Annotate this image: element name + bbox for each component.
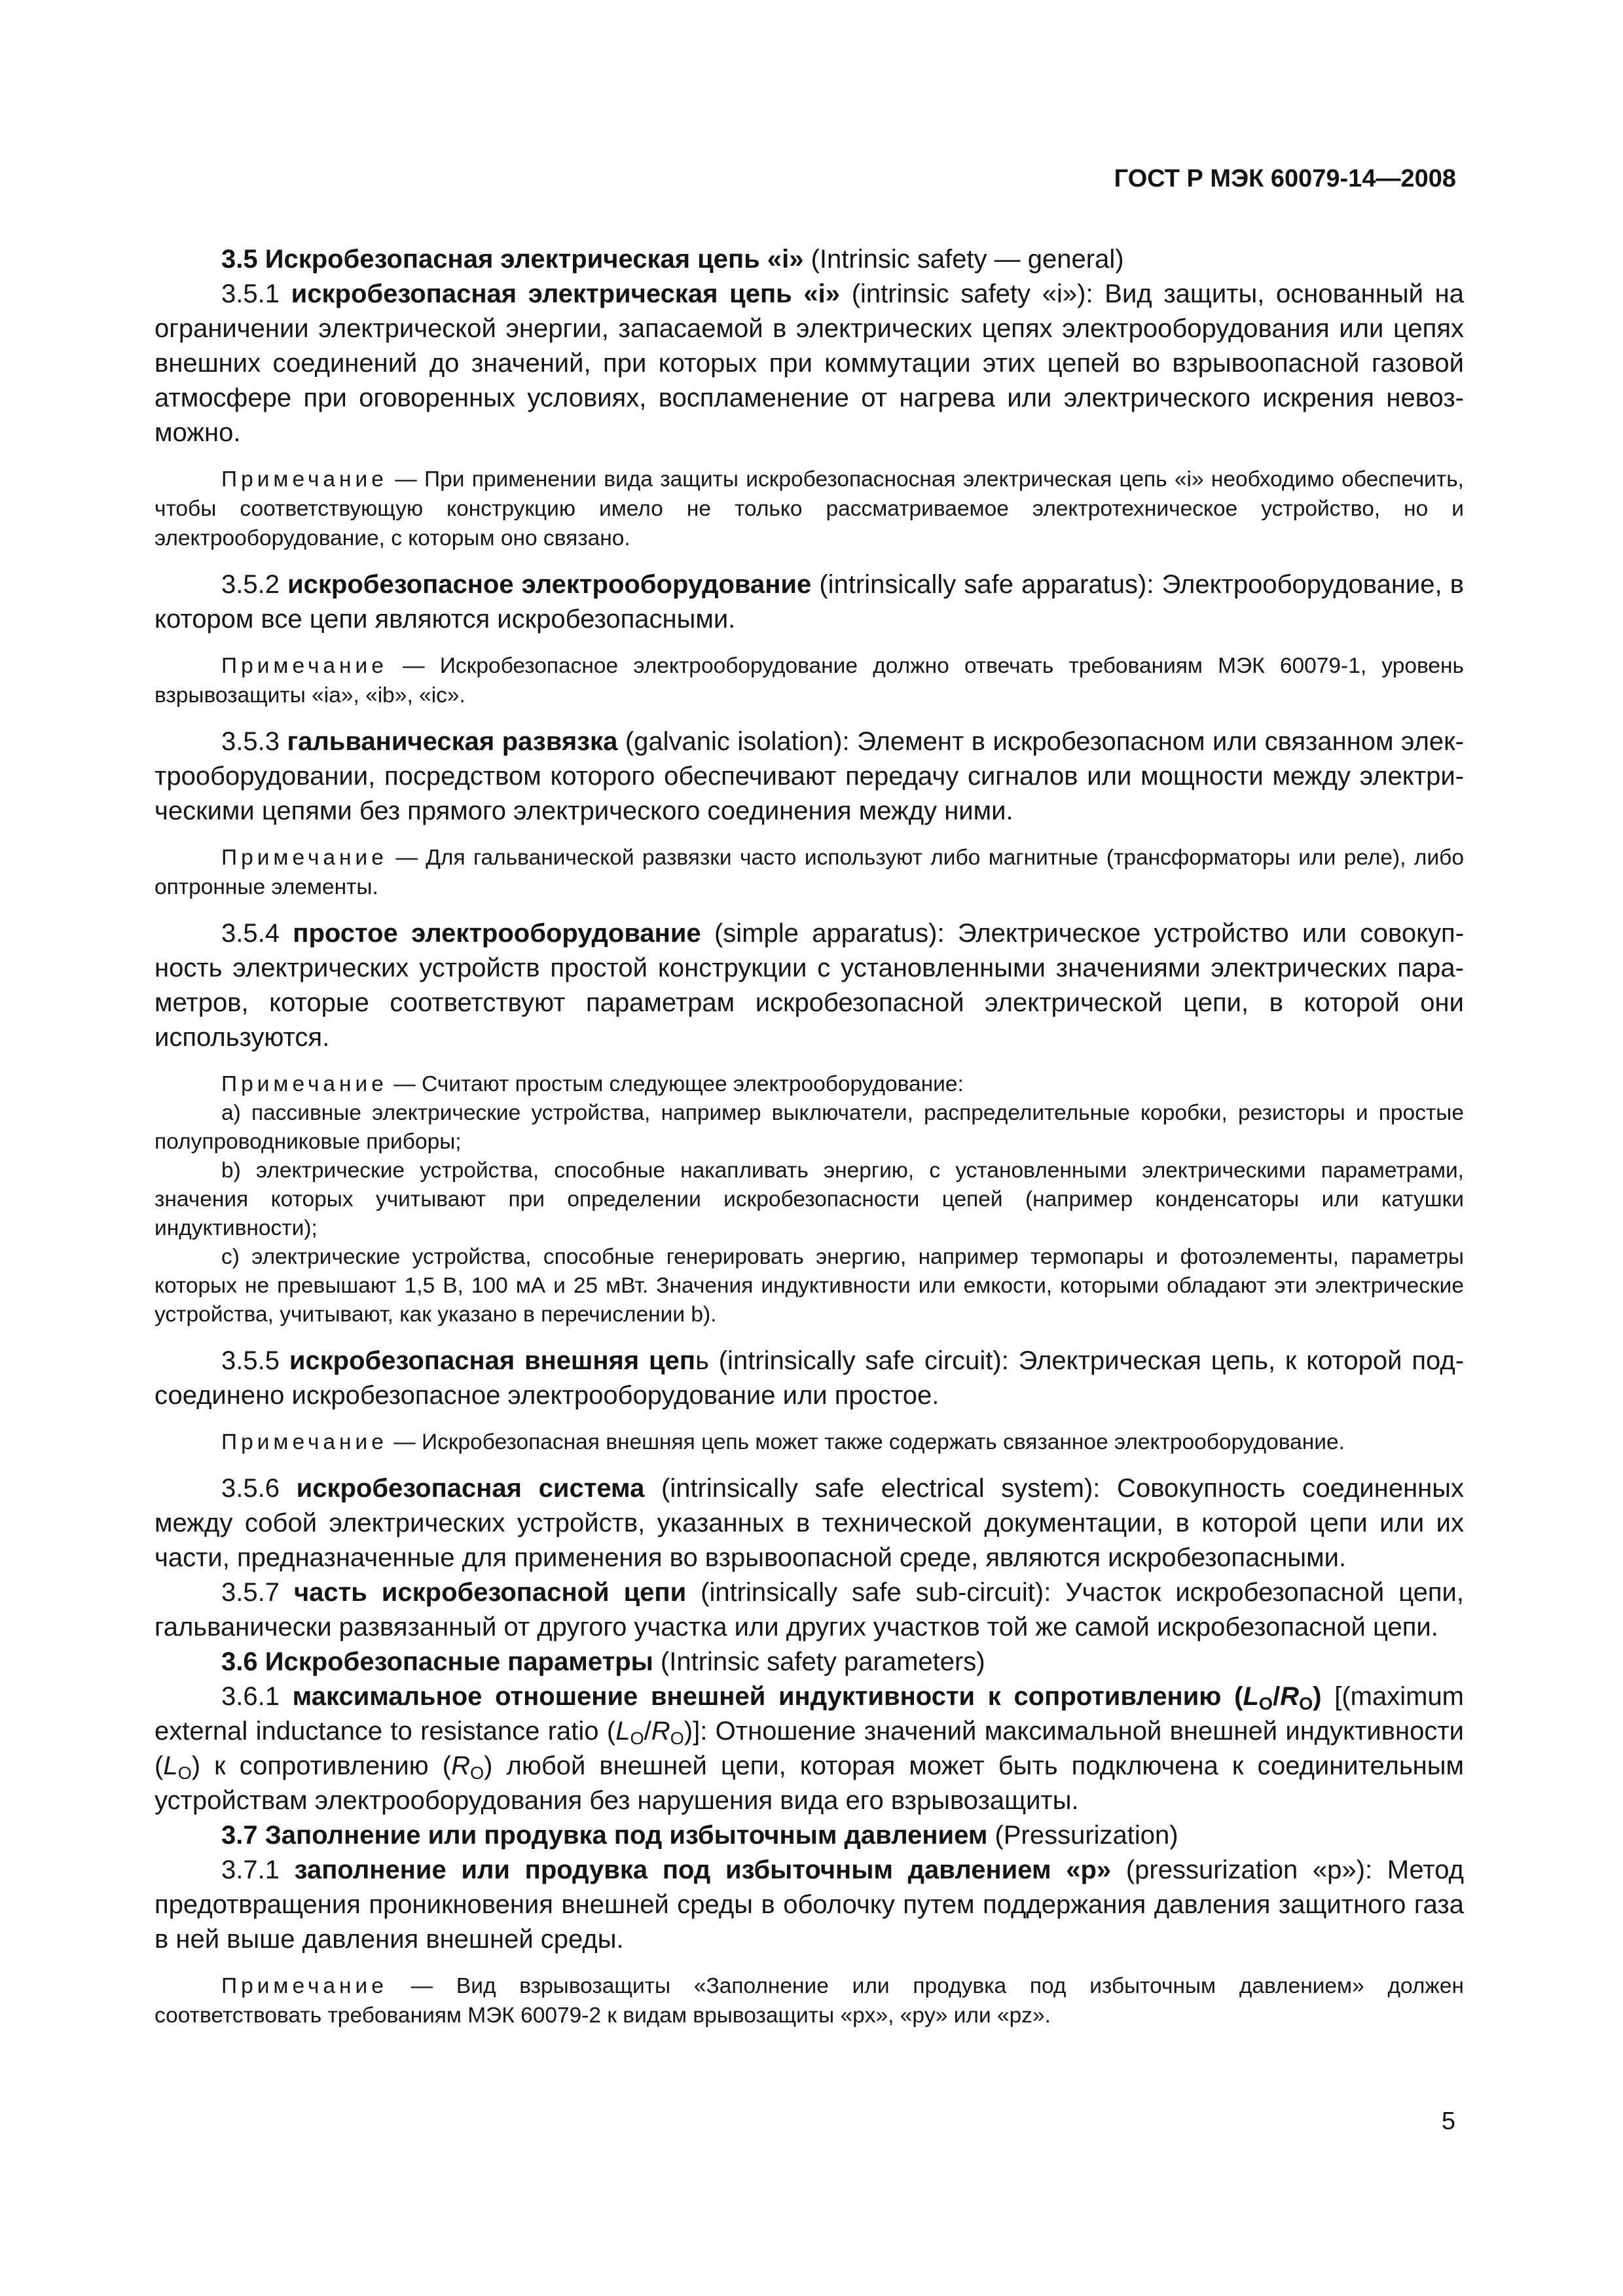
section-number: 3.5: [221, 245, 258, 274]
clause-term: часть искробезопасной цепи: [293, 1578, 687, 1607]
note-2: [155, 651, 1464, 710]
clause-number: 3.5.6: [221, 1474, 297, 1503]
clause-number: 3.5.3: [221, 727, 287, 756]
note-label: Примечание: [221, 846, 388, 870]
clause-3-5-5: [155, 1344, 1464, 1413]
section-title: Заполнение или продувка под избыточным давлением: [264, 1821, 988, 1850]
clause-text: (intrinsically safe sub-circuit): Участок искробезопасной цепи, гальванически развязанный от другого участка или других участков той же самой искробезопасной цепи.: [155, 1578, 1465, 1641]
note-label: Примечание: [221, 467, 388, 492]
note-6: [155, 1971, 1464, 2030]
section-3-7-heading: [155, 1818, 1464, 1853]
clause-text: (intrinsic safety «i»): Вид защиты, основанный на ограничении электрической энергии, запасаемой в электрических цепях электрооборудования или цепях внешних соединений до значений, при которых при коммутации этих цепей во взрывоопасной газовой атмосфере при оговоренных условиях, воспламенение от нагрева или электрического искрения невозможно.: [155, 279, 1464, 447]
section-number: 3.7: [221, 1821, 258, 1850]
clause-text: (galvanic isolation): Элемент в искробезопасном или связанном электрооборудовании, посредством которого обеспечивают передачу сигналов или мощности между электрическими цепями без прямого электрического соединения между ними.: [155, 727, 1464, 825]
note-text: — При применении вида защиты искробезопасносная электрическая цепь «i» необходимо обеспечить, чтобы соответствующую конструкцию имело не только рассматриваемое электротехническое устройство, но и электрооборудование, с которым оно связано.: [155, 467, 1464, 550]
clause-text: (intrinsically safe electrical system): Совокупность соединенных между собой электрических устройств, указанных в технической документации, в которой цепи или их части, предназначенные для применения во взрывоопасной среде, являются искробезопасными.: [155, 1474, 1464, 1572]
section-title: Искробезопасные параметры: [264, 1647, 653, 1676]
note-5: [155, 1427, 1464, 1457]
clause-text: (pressurization «р»): Метод предотвращения проникновения внешней среды в оболочку путем поддержания давления защитного газа в ней выше давления внешней среды.: [155, 1856, 1465, 1954]
note-text: — Вид взрывозащиты «Заполнение или продувка под избыточным давлением» должен соответствовать требованиям МЭК 60079-2 к видам врывозащиты «px», «py» или «pz».: [155, 1974, 1464, 2028]
note-1: [155, 465, 1464, 553]
clause-number: 3.5.7: [221, 1578, 294, 1607]
list-item: b) электрические устройства, способные накапливать энергию, с установленными электрическими параметрами, значения которых учитывают при определении искробезопасности цепей (например конденсаторы или катушки индуктивности);: [155, 1158, 1464, 1240]
list-item: c) электрические устройства, способные генерировать энергию, например термопары и фотоэлементы, параметры которых не превышают 1,5 В, 100 мА и 25 мВт. Значения индуктивности или емкости, которыми обладают эти электрические устройства, учитывают, как указано в перечислении b).: [155, 1245, 1464, 1327]
clause-number: 3.5.5: [221, 1346, 289, 1375]
clause-term: гальваническая развязка: [287, 727, 618, 756]
clause-3-5-6: [155, 1471, 1464, 1575]
clause-3-5-4: [155, 916, 1464, 1055]
note-label: Примечание: [221, 1430, 388, 1454]
clause-3-5-3: [155, 725, 1464, 829]
clause-number: 3.5.1: [221, 279, 291, 308]
note-text: — Искробезопасная внешняя цепь может также содержать связанное электрооборудование.: [387, 1430, 1345, 1454]
clause-text: [(maximum external inductance to resistance ratio $(L_O/R_O)$]: Отношение значений максимальной внешней индуктивности $(L_O)$ к сопротивлению $(R_O)$ любой внешней цепи, которая может быть подключена к соединительным устройствам электрооборудования без нарушения вида его взрывозащиты.: [155, 1682, 1465, 1815]
section-title-en: (Intrinsic safety — general): [803, 245, 1124, 274]
document-header: ГОСТ Р МЭК 60079-14—2008: [1114, 165, 1456, 192]
note-text: — Искробезопасное электрооборудование должно отвечать требованиям МЭК 60079-1, уровень взрывозащиты «ia», «ib», «ic».: [155, 654, 1464, 708]
section-3-5-heading: [155, 242, 1464, 277]
clause-term: заполнение или продувка под избыточным давлением «р»: [294, 1856, 1112, 1884]
clause-text: (intrinsically safe apparatus): Электрооборудование, в котором все цепи являются искробезопасными.: [155, 570, 1464, 634]
note-label: Примечание: [221, 1974, 388, 1998]
note-text: — Для гальванической развязки часто используют либо магнитные (трансформаторы или реле), либо оптронные элементы.: [155, 846, 1464, 899]
note-label: Примечание: [221, 1072, 388, 1096]
note-3: [155, 843, 1464, 902]
section-3-6-heading: [155, 1645, 1464, 1679]
clause-term: искробезопасная внешняя цеп: [289, 1346, 696, 1375]
document-body: [155, 242, 1464, 2030]
clause-number: 3.7.1: [221, 1856, 295, 1884]
section-title-en: (Intrinsic safety parameters): [653, 1647, 985, 1676]
clause-term: искробезопасное электрооборудование: [287, 570, 812, 599]
clause-number: 3.5.4: [221, 919, 293, 948]
clause-term: максимальное отношение внешней индуктивности к сопротивлению $(L_O/R_O)$: [292, 1682, 1322, 1713]
clause-3-5-2: [155, 567, 1464, 637]
note-4: [155, 1069, 1464, 1099]
clause-3-7-1: [155, 1853, 1464, 1957]
clause-term: искробезопасная электрическая цепь «i»: [291, 279, 841, 308]
list-item: a) пассивные электрические устройства, например выключатели, распределительные коробки, резисторы и простые полупроводниковые приборы;: [155, 1101, 1464, 1154]
clause-3-6-1: [155, 1679, 1464, 1818]
clause-text: (simple apparatus): Электрическое устройство или совокупность электрических устройств простой конструкции с установленными значениями электрических параметров, которые соответствуют параметрам искробезопасной электрической цепи, в которой они используются.: [155, 919, 1465, 1052]
note-label: Примечание: [221, 654, 388, 678]
clause-3-5-1: [155, 277, 1464, 450]
section-title-en: (Pressurization): [987, 1821, 1178, 1850]
note-text: — Считают простым следующее электрооборудование:: [387, 1072, 964, 1096]
section-number: 3.6: [221, 1647, 258, 1676]
section-title: Искробезопасная электрическая цепь «i»: [264, 245, 804, 274]
clause-3-5-7: [155, 1575, 1464, 1645]
clause-text: ь (intrinsically safe circuit): Электрическая цепь, к которой подсоединено искробезопасное электрооборудование или простое.: [155, 1346, 1465, 1410]
clause-term: искробезопасная система: [296, 1474, 645, 1503]
clause-term: простое электрооборудование: [293, 919, 701, 948]
clause-number: 3.6.1: [221, 1682, 293, 1711]
page-number: 5: [1441, 2108, 1455, 2135]
clause-number: 3.5.2: [221, 570, 288, 599]
